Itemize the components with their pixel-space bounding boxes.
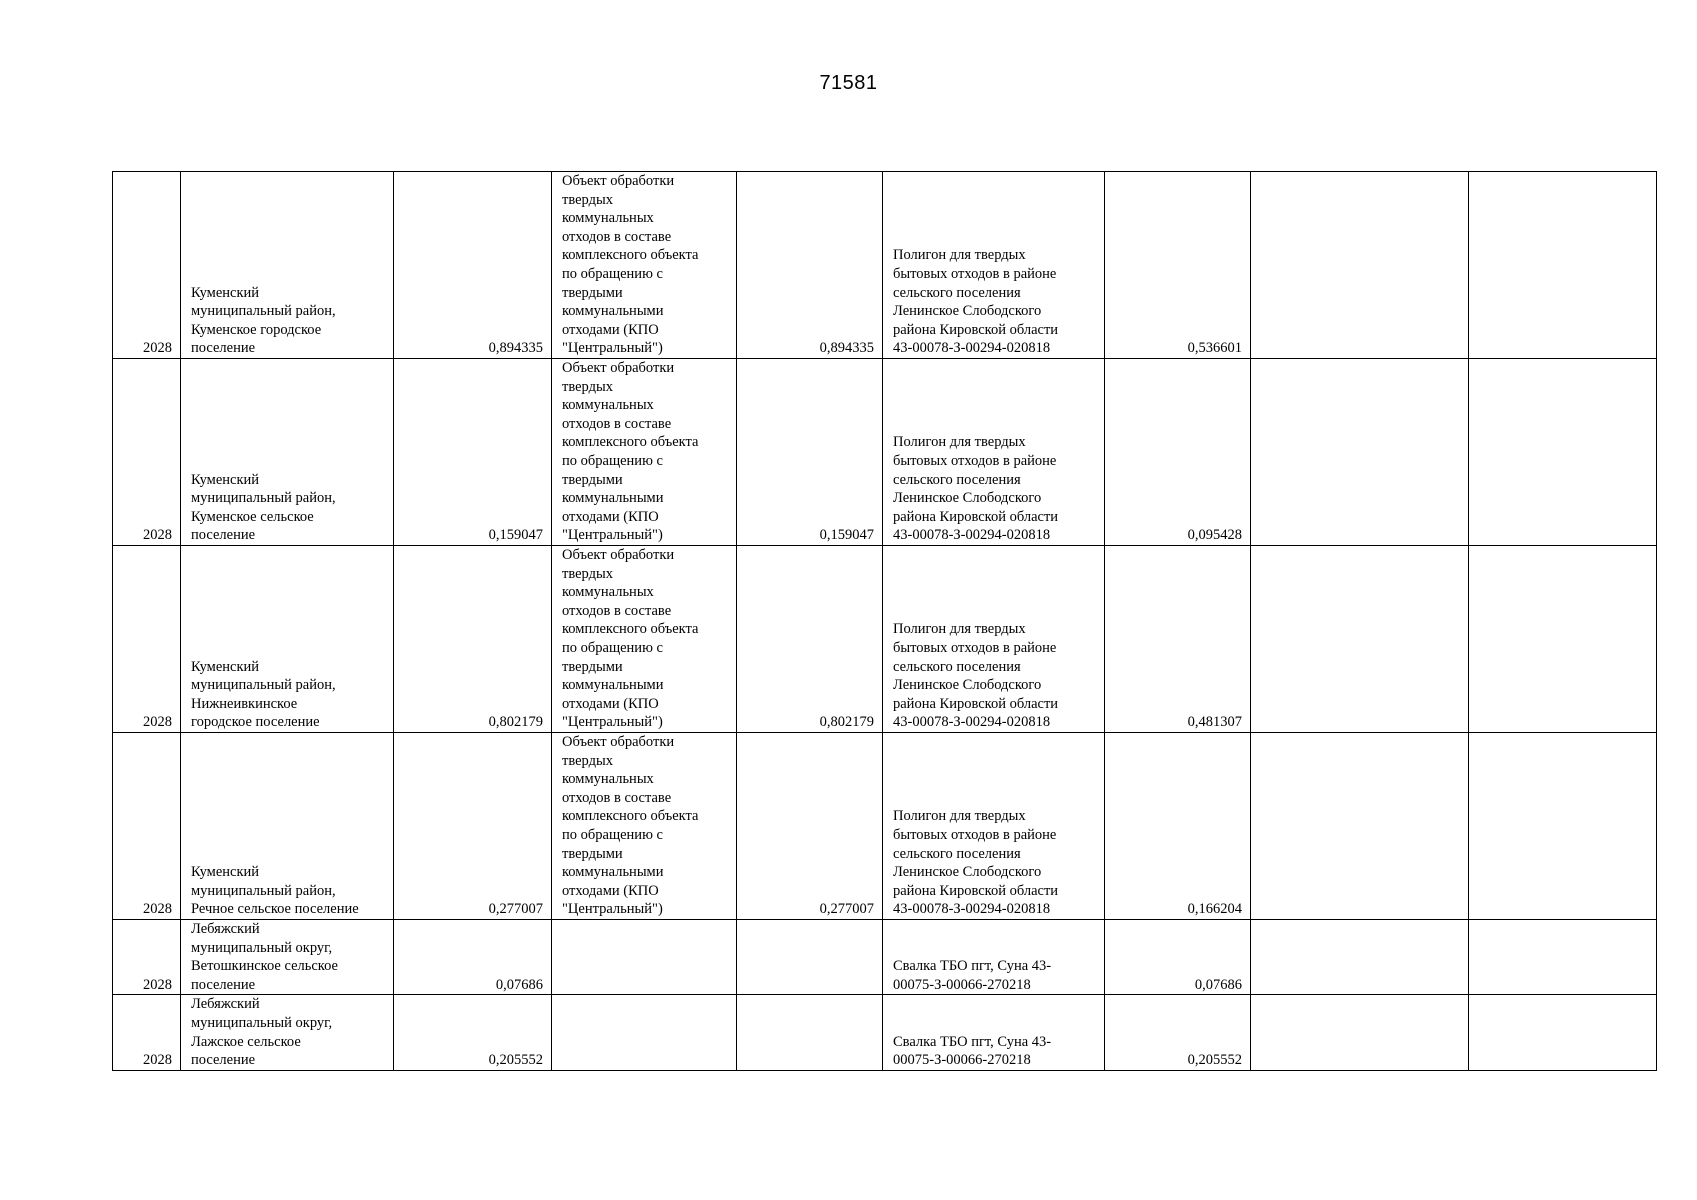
empty-cell [1469,172,1657,359]
processing-volume-cell: 0,894335 [737,172,883,359]
processing-object-cell: Объект обработки твердых коммунальных отходов в составе комплексного объекта по обращению с твердыми коммунальными отходами (КПО "Центральный") [552,172,737,359]
empty-cell [1469,920,1657,995]
volume-cell: 0,277007 [394,733,552,920]
disposal-object-cell: Полигон для твердых бытовых отходов в районе сельского поселения Ленинское Слободского района Кировской области 43-00078-З-00294-020818 [883,733,1105,920]
disposal-object-cell: Полигон для твердых бытовых отходов в районе сельского поселения Ленинское Слободского района Кировской области 43-00078-З-00294-020818 [883,546,1105,733]
empty-cell [1251,733,1469,920]
empty-cell [1469,359,1657,546]
volume-cell: 0,894335 [394,172,552,359]
empty-cell [1251,546,1469,733]
processing-volume-cell [737,995,883,1070]
volume-cell: 0,159047 [394,359,552,546]
volume-cell: 0,205552 [394,995,552,1070]
processing-object-cell: Объект обработки твердых коммунальных отходов в составе комплексного объекта по обращению с твердыми коммунальными отходами (КПО "Центральный") [552,546,737,733]
disposal-object-cell: Полигон для твердых бытовых отходов в районе сельского поселения Ленинское Слободского района Кировской области 43-00078-З-00294-020818 [883,172,1105,359]
processing-volume-cell [737,920,883,995]
table-row [113,920,1657,995]
waste-flow-table [112,171,1657,1071]
empty-cell [1251,920,1469,995]
territory-cell: Куменский муниципальный район, Нижнеивкинское городское поселение [181,546,394,733]
table-row [113,172,1657,359]
year-cell: 2028 [113,733,181,920]
empty-cell [1469,995,1657,1070]
processing-volume-cell: 0,277007 [737,733,883,920]
year-cell: 2028 [113,920,181,995]
disposal-volume-cell: 0,481307 [1105,546,1251,733]
empty-cell [1251,172,1469,359]
empty-cell [1251,995,1469,1070]
year-cell: 2028 [113,359,181,546]
page-number: 71581 [819,72,878,94]
empty-cell [1469,546,1657,733]
empty-cell [1469,733,1657,920]
disposal-volume-cell: 0,07686 [1105,920,1251,995]
year-cell: 2028 [113,995,181,1070]
volume-cell: 0,802179 [394,546,552,733]
table-row [113,995,1657,1070]
disposal-object-cell: Полигон для твердых бытовых отходов в районе сельского поселения Ленинское Слободского района Кировской области 43-00078-З-00294-020818 [883,359,1105,546]
disposal-object-cell: Свалка ТБО пгт, Суна 43- 00075-З-00066-270218 [883,995,1105,1070]
processing-volume-cell: 0,802179 [737,546,883,733]
territory-cell: Лебяжский муниципальный округ, Лажское сельское поселение [181,995,394,1070]
processing-object-cell [552,920,737,995]
disposal-volume-cell: 0,095428 [1105,359,1251,546]
processing-volume-cell: 0,159047 [737,359,883,546]
year-cell: 2028 [113,546,181,733]
table-row [113,733,1657,920]
territory-cell: Лебяжский муниципальный округ, Ветошкинское сельское поселение [181,920,394,995]
volume-cell: 0,07686 [394,920,552,995]
processing-object-cell [552,995,737,1070]
table-row [113,546,1657,733]
processing-object-cell: Объект обработки твердых коммунальных отходов в составе комплексного объекта по обращению с твердыми коммунальными отходами (КПО "Центральный") [552,359,737,546]
disposal-volume-cell: 0,166204 [1105,733,1251,920]
territory-cell: Куменский муниципальный район, Куменское сельское поселение [181,359,394,546]
disposal-volume-cell: 0,205552 [1105,995,1251,1070]
territory-cell: Куменский муниципальный район, Речное сельское поселение [181,733,394,920]
empty-cell [1251,359,1469,546]
table-row [113,359,1657,546]
territory-cell: Куменский муниципальный район, Куменское городское поселение [181,172,394,359]
year-cell: 2028 [113,172,181,359]
disposal-object-cell: Свалка ТБО пгт, Суна 43- 00075-З-00066-270218 [883,920,1105,995]
disposal-volume-cell: 0,536601 [1105,172,1251,359]
processing-object-cell: Объект обработки твердых коммунальных отходов в составе комплексного объекта по обращению с твердыми коммунальными отходами (КПО "Центральный") [552,733,737,920]
